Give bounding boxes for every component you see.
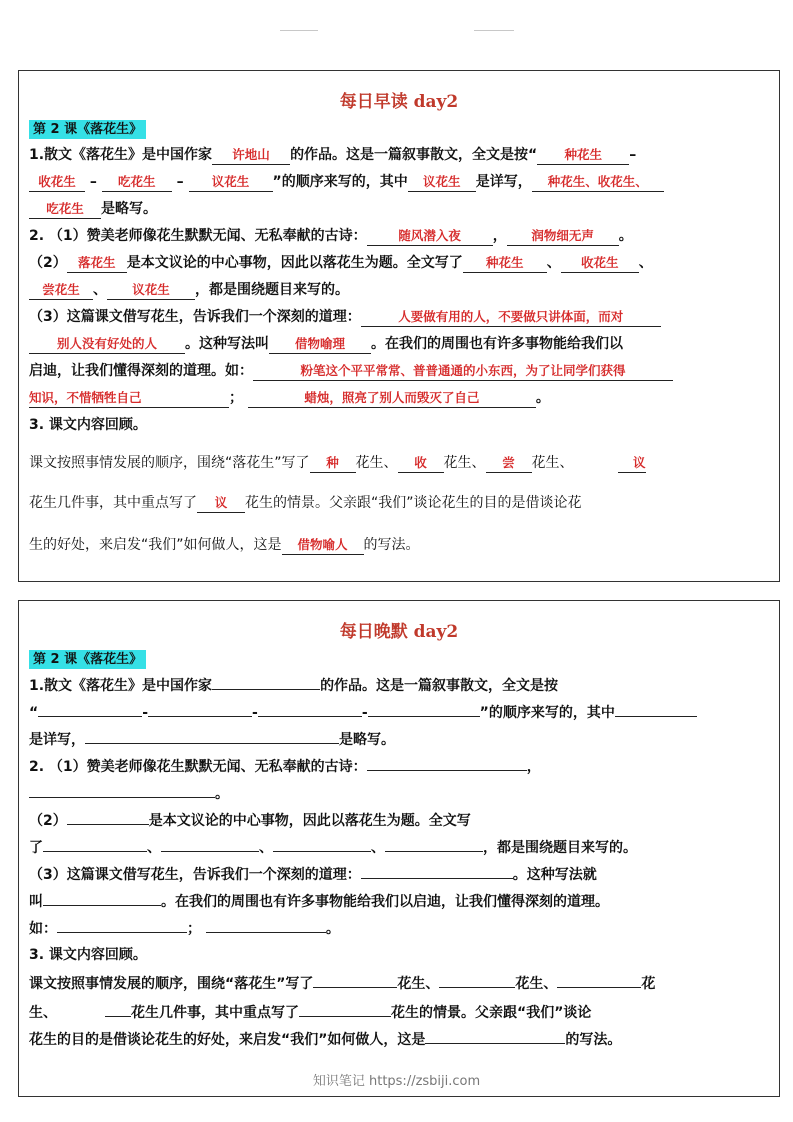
blank[interactable] xyxy=(38,700,142,717)
m-q2-line3: 尝花生 、 议花生 ，都是围绕题目来写的。 xyxy=(29,278,771,302)
blank[interactable] xyxy=(367,754,527,771)
blank[interactable] xyxy=(299,1000,391,1017)
blank[interactable] xyxy=(212,673,320,690)
blank[interactable] xyxy=(615,700,697,717)
header-dash-right xyxy=(474,30,514,31)
e-q3-line3: 花生的目的是借谈论花生的好处，来启发“我们”如何做人，这是 的写法。 xyxy=(29,1027,771,1052)
answer: 吃花生 xyxy=(29,200,101,219)
e-q1-line2: “ - - - ”的顺序来写的，其中 xyxy=(29,700,771,725)
blank[interactable] xyxy=(361,862,513,879)
blank[interactable] xyxy=(206,916,326,933)
answer: 润物细无声 xyxy=(507,227,619,246)
e-q2-line7: 如： ； 。 xyxy=(29,916,771,941)
header-dash-left xyxy=(280,30,318,31)
m-q2-line2: （2） 落花生 是本文议论的中心事物，因此以落花生为题。全文写了 种花生 、 收花生 、 xyxy=(29,255,653,271)
blank[interactable] xyxy=(43,835,147,852)
m-q3-title: 3. 课文内容回顾。 xyxy=(29,417,147,433)
blank[interactable] xyxy=(67,808,149,825)
blank[interactable] xyxy=(273,835,371,852)
m-q3-line3: 生的好处，来启发“我们”如何做人，这是 借物喻人 的写法。 xyxy=(29,537,420,553)
answer: 借物喻人 xyxy=(282,536,364,555)
m-q3-line1: 课文按照事情发展的顺序，围绕“落花生”写了 种 花生、 收 花生、 尝 花生、 议 xyxy=(29,455,646,471)
e-q1-line1: 1.散文《落花生》是中国作家 的作品。这是一篇叙事散文，全文是按 xyxy=(29,673,771,698)
e-q2-line6: 叫 。在我们的周围也有许多事物能给我们以启迪，让我们懂得深刻的道理。 xyxy=(29,889,771,914)
blank[interactable] xyxy=(105,1000,131,1017)
answer: 议 xyxy=(197,494,245,513)
e-q3-line2: 生、 花生几件事，其中重点写了 花生的情景。父亲跟“我们”谈论 xyxy=(29,1000,771,1025)
answer: 收花生 xyxy=(561,254,639,273)
m-q1-line3: 吃花生 是略写。 xyxy=(29,197,771,221)
answer: 收 xyxy=(398,454,444,473)
answer: 尝 xyxy=(486,454,532,473)
blank[interactable] xyxy=(385,835,483,852)
answer: 收花生 xyxy=(29,173,85,192)
blank[interactable] xyxy=(425,1027,565,1044)
answer: 落花生 xyxy=(67,254,127,273)
blank[interactable] xyxy=(313,971,397,988)
m-q2-line7: 知识，不惜牺牲自己 ； 蜡烛，照亮了别人而毁灭了自己 。 xyxy=(29,390,550,406)
e-q3-line1: 课文按照事情发展的顺序，围绕“落花生”写了 花生、 花生、 花 xyxy=(29,971,771,996)
evening-dictation-box xyxy=(18,600,780,1097)
answer: 吃花生 xyxy=(102,173,172,192)
answer: 蜡烛，照亮了别人而毁灭了自己 xyxy=(248,389,536,408)
m-q2-line5: 别人没有好处的人 。这种写法叫 借物喻理 。在我们的周围也有许多事物能给我们以 xyxy=(29,332,771,356)
answer: 借物喻理 xyxy=(269,335,371,354)
blank[interactable] xyxy=(258,700,362,717)
blank[interactable] xyxy=(148,700,252,717)
m-q1-line2: 收花生 – 吃花生 – 议花生 ”的顺序来写的，其中 议花生 是详写， 种花生、收花生、 xyxy=(29,170,771,194)
m-q1-line1: 1.散文《落花生》是中国作家 许地山 的作品。这是一篇叙事散文，全文是按“ 种花生 – xyxy=(29,147,637,163)
m-q2-line1: 2. （1）赞美老师像花生默默无闻、无私奉献的古诗： 随风潜入夜 ， 润物细无声 。 xyxy=(29,228,633,244)
answer: 种花生 xyxy=(537,146,629,165)
blank[interactable] xyxy=(439,971,515,988)
morning-reading-box xyxy=(18,70,780,582)
answer: 别人没有好处的人 xyxy=(29,335,185,354)
answer: 议花生 xyxy=(408,173,476,192)
answer: 议 xyxy=(618,454,646,473)
e-q2-line1: 2. （1）赞美老师像花生默默无闻、无私奉献的古诗： ， xyxy=(29,754,771,779)
blank[interactable] xyxy=(85,727,339,744)
m-q2-line6: 启迪，让我们懂得深刻的道理。如： 粉笔这个平平常常、普普通通的小东西，为了让同学们获得 xyxy=(29,359,771,383)
answer: 知识，不惜牺牲自己 xyxy=(29,389,229,408)
answer: 种花生、收花生、 xyxy=(532,173,664,192)
morning-title: 每日早读 day2 xyxy=(339,92,459,112)
blank[interactable] xyxy=(57,916,187,933)
footer-watermark: 知识笔记 https://zsbiji.com xyxy=(312,1074,481,1089)
blank[interactable] xyxy=(29,781,215,798)
answer: 种 xyxy=(310,454,356,473)
answer: 粉笔这个平平常常、普普通通的小东西，为了让同学们获得 xyxy=(253,362,673,381)
e-q2-line5: （3）这篇课文借写花生，告诉我们一个深刻的道理： 。这种写法就 xyxy=(29,862,771,887)
answer: 尝花生 xyxy=(29,281,93,300)
blank[interactable] xyxy=(161,835,259,852)
answer: 议花生 xyxy=(189,173,273,192)
evening-title: 每日晚默 day2 xyxy=(339,622,459,642)
m-q3-line2: 花生几件事，其中重点写了 议 花生的情景。父亲跟“我们”谈论花生的目的是借谈论花 xyxy=(29,495,582,511)
blank[interactable] xyxy=(557,971,641,988)
e-q2-line2: 。 xyxy=(29,781,771,806)
e-q3-title: 3. 课文内容回顾。 xyxy=(29,947,147,963)
answer: 议花生 xyxy=(107,281,195,300)
m-q2-line4: （3）这篇课文借写花生，告诉我们一个深刻的道理： 人要做有用的人，不要做只讲体面，而对 xyxy=(29,305,771,329)
e-q2-line4: 了 、 、 、 ，都是围绕题目来写的。 xyxy=(29,835,771,860)
answer: 种花生 xyxy=(463,254,547,273)
blank[interactable] xyxy=(43,889,161,906)
lesson-badge: 第 2 课《落花生》 xyxy=(29,120,146,139)
blank[interactable] xyxy=(368,700,480,717)
answer: 人要做有用的人，不要做只讲体面，而对 xyxy=(361,308,661,327)
e-q1-line3: 是详写， 是略写。 xyxy=(29,727,771,752)
answer-author: 许地山 xyxy=(212,146,290,165)
e-q2-line3: （2） 是本文议论的中心事物，因此以落花生为题。全文写 xyxy=(29,808,771,833)
lesson-badge: 第 2 课《落花生》 xyxy=(29,650,146,669)
answer: 随风潜入夜 xyxy=(367,227,493,246)
